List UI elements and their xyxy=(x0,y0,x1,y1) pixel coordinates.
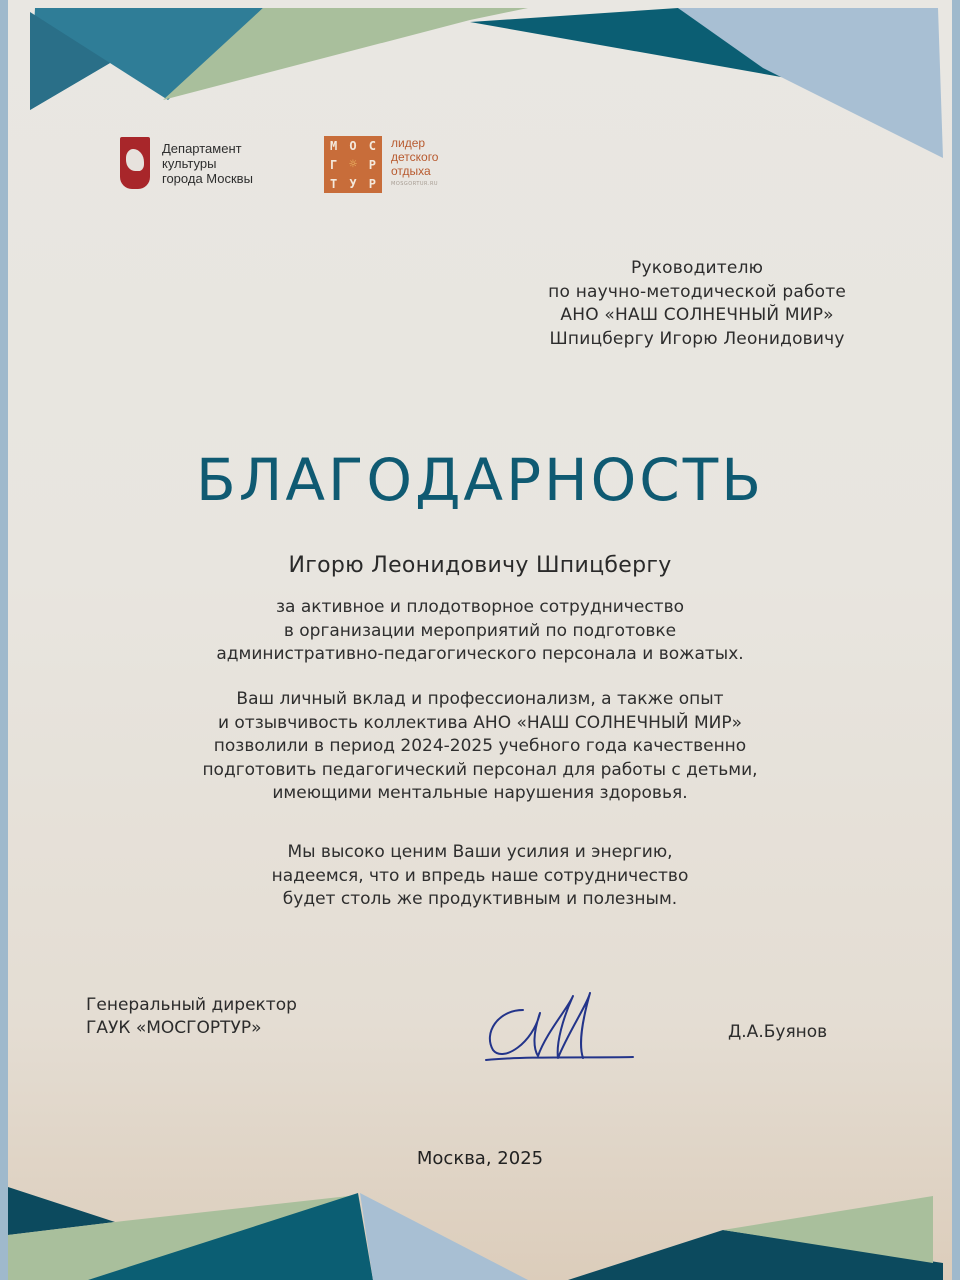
recipient-name: Игорю Леонидовичу Шпицбергу xyxy=(288,553,672,578)
certificate-sheet xyxy=(8,0,952,1280)
dept-culture-name: Департамент культуры города Москвы xyxy=(162,140,253,186)
signer-position: Генеральный директор ГАУК «МОСГОРТУР» xyxy=(86,995,297,1038)
moscow-coat-of-arms-icon xyxy=(120,137,150,189)
place-and-date: Москва, 2025 xyxy=(416,1148,544,1169)
mosgortur-logo-icon: М О С Г ☼ Р Т У Р xyxy=(324,136,382,193)
addressee-block: Руководителю по научно-методической работе АНО «НАШ СОЛНЕЧНЫЙ МИР» Шпицбергу Игорю Леонидовичу xyxy=(548,258,846,349)
document-title: БЛАГОДАРНОСТЬ xyxy=(195,446,765,514)
gratitude-paragraph-3: Мы высоко ценим Ваши усилия и энергию, надеемся, что и впредь наше сотрудничество будет столь же продуктивным и полезным. xyxy=(271,842,689,909)
handwritten-signature-icon xyxy=(478,988,648,1068)
gratitude-paragraph-2: Ваш личный вклад и профессионализм, а также опыт и отзывчивость коллектива АНО «НАШ СОЛНЕЧНЫЙ МИР» позволили в период 2024-2025 учебного года качественно подготовить педагогический персонал для работы с детьми, имеющими ментальные нарушения здоровья. xyxy=(202,689,758,803)
signer-name: Д.А.Буянов xyxy=(728,1022,828,1042)
mosgortur-url: MOSGORTUR.RU xyxy=(391,181,439,187)
dept-culture-logo xyxy=(120,137,253,189)
gratitude-paragraph-1: за активное и плодотворное сотрудничество в организации мероприятий по подготовке административно-педагогического персонала и вожатых. xyxy=(216,597,744,664)
mosgortur-slogan: лидер детского отдыха MOSGORTUR.RU xyxy=(391,136,439,187)
mosgortur-logo xyxy=(324,136,438,193)
sun-icon: ☼ xyxy=(349,157,357,172)
